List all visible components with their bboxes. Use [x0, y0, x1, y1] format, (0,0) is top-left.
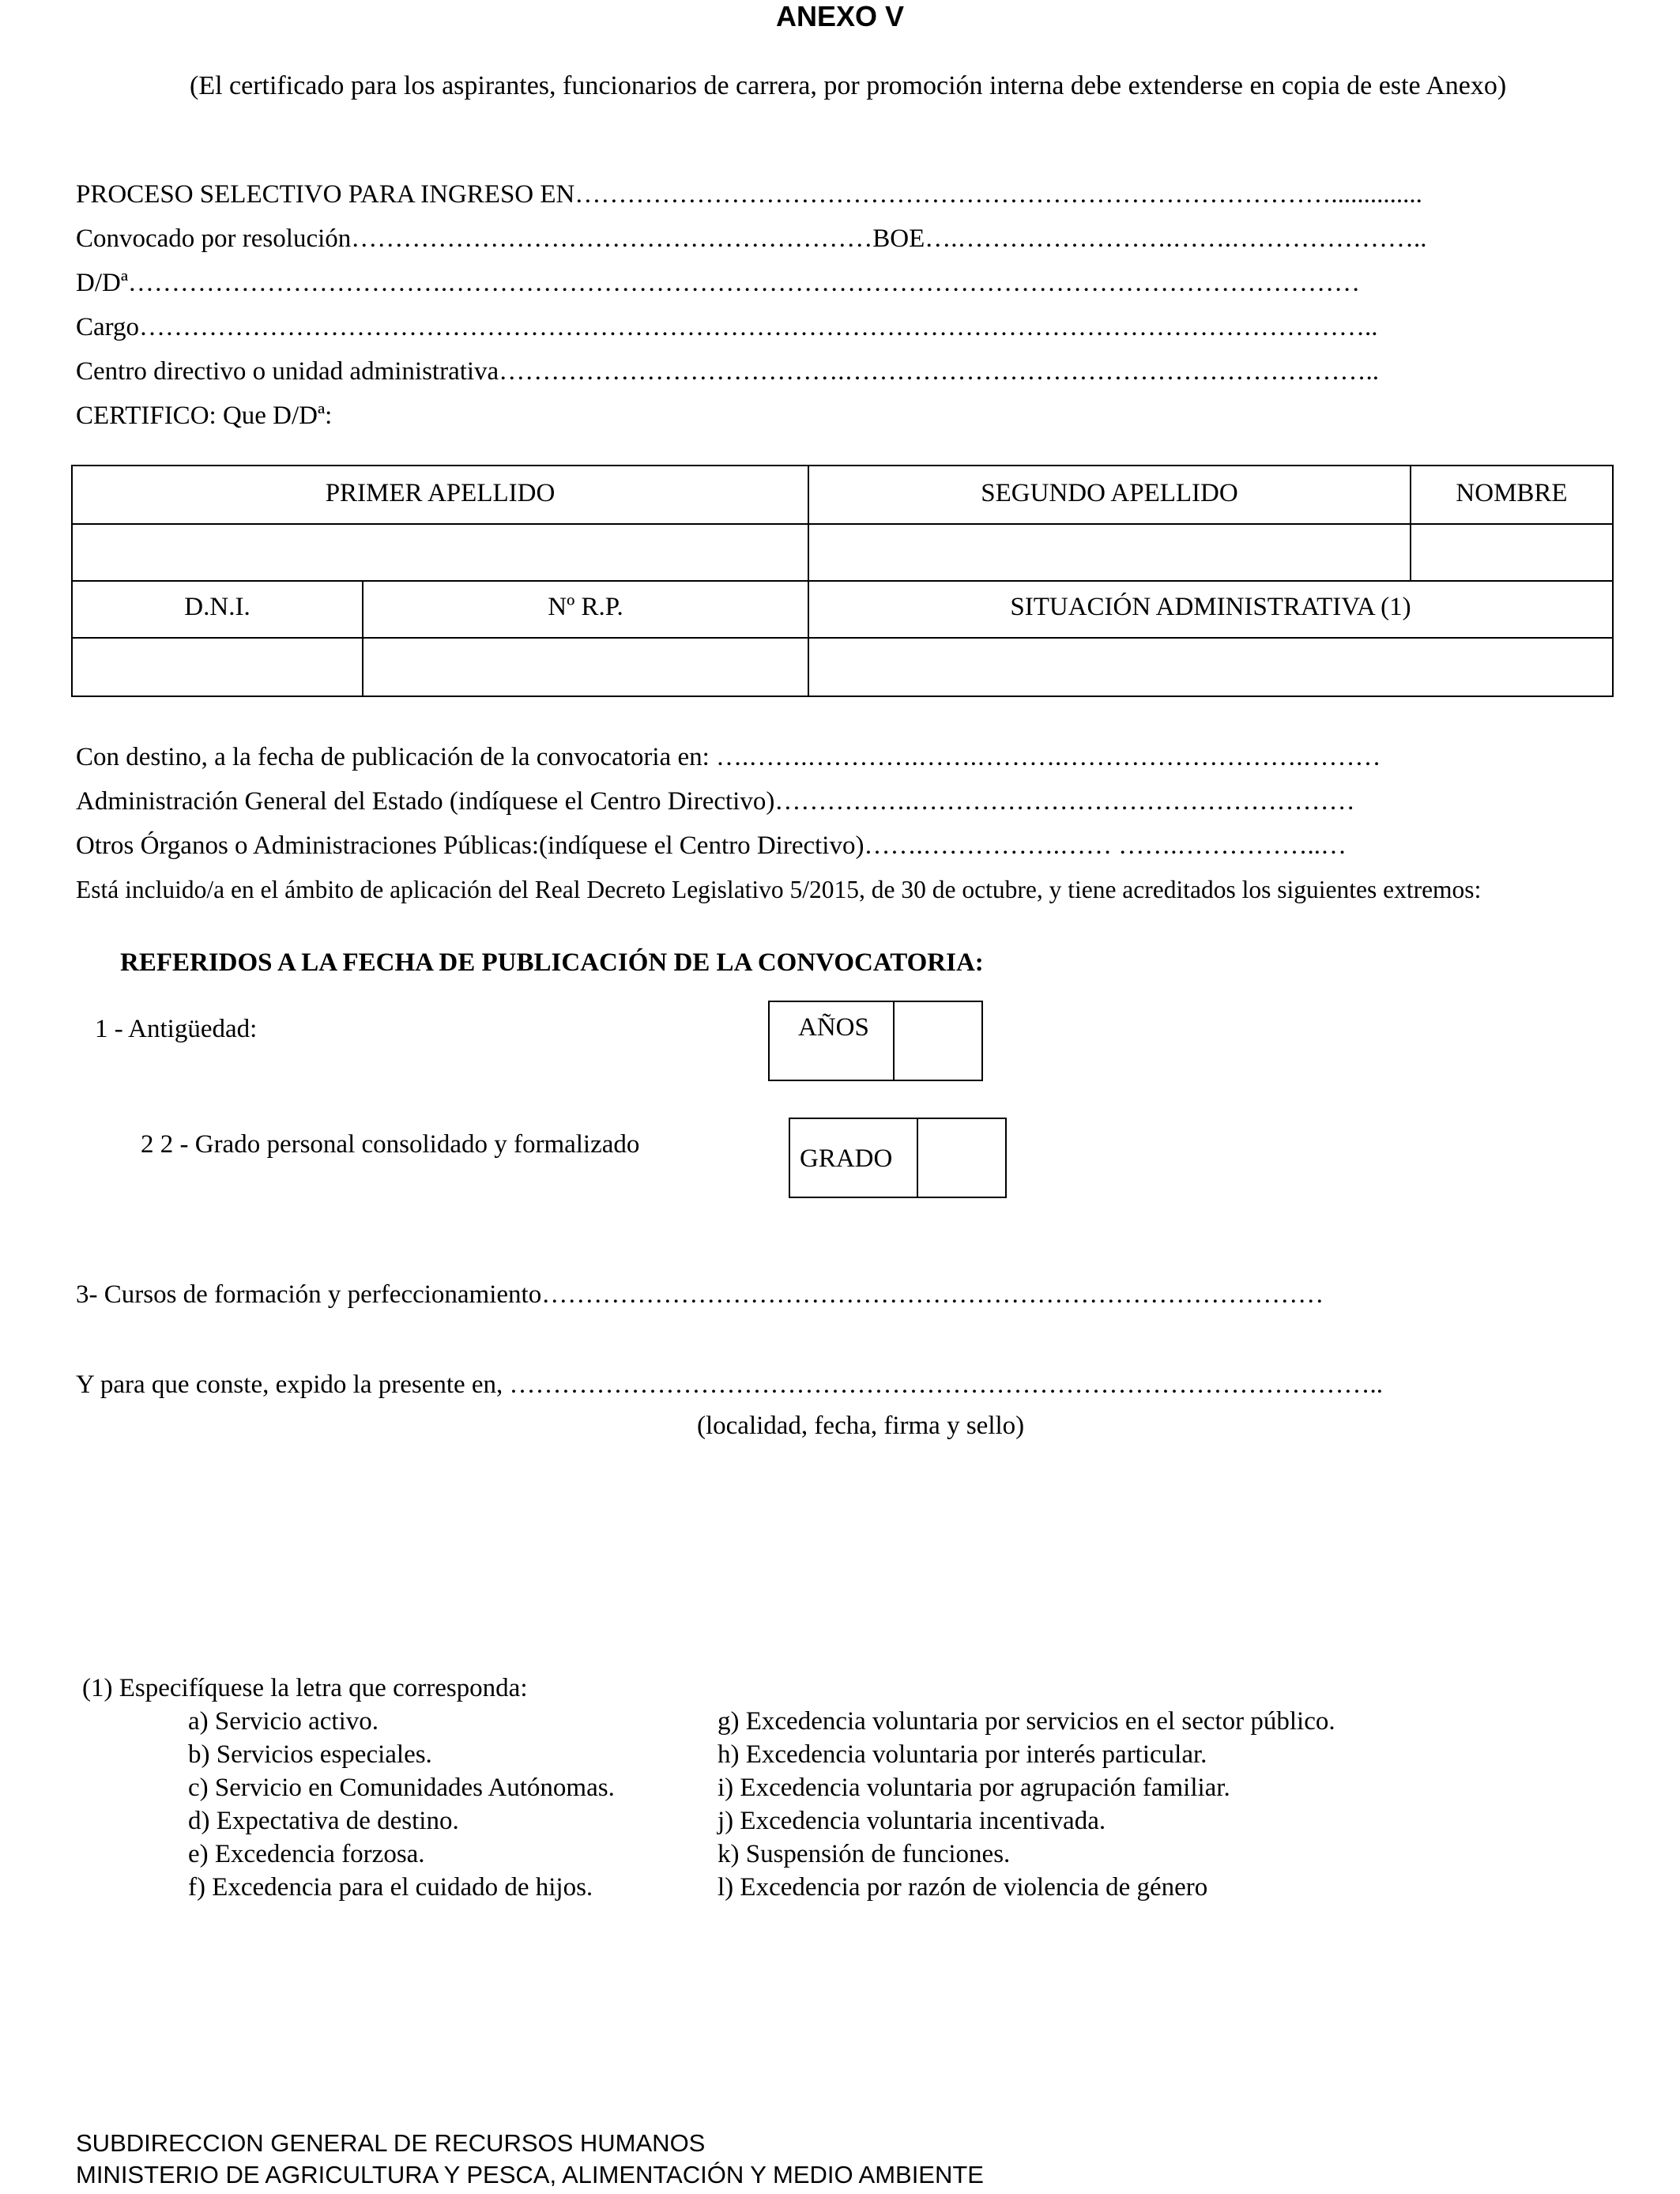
age-line: Administración General del Estado (indíquese el Centro Directivo)…………….…………………………………………… — [76, 787, 1355, 816]
page-title: ANEXO V — [775, 0, 905, 32]
form-line-centro: Centro directivo o unidad administrativa………………………………….…………………………………………………….. — [76, 357, 1379, 386]
footnote-item-i: i) Excedencia voluntaria por agrupación familiar. — [718, 1774, 1230, 1802]
referidos-heading: REFERIDOS A LA FECHA DE PUBLICACIÓN DE LA CONVOCATORIA: — [120, 948, 984, 977]
header-primer-apellido: PRIMER APELLIDO — [325, 479, 556, 507]
form-line-proceso: PROCESO SELECTIVO PARA INGRESO EN…………………………………………………………………………….............. — [76, 180, 1422, 209]
header-nombre: NOMBRE — [1456, 479, 1568, 507]
page-subtitle: (El certificado para los aspirantes, funcionarios de carrera, por promoción interna debe extenderse en copia de este Anexo) — [190, 71, 1507, 100]
form-line-certifico: CERTIFICO: Que D/Dª: — [76, 401, 333, 430]
otros-organos-line: Otros Órganos o Administraciones Públicas:(indíquese el Centro Directivo)…….…………….…… …….……………..… — [76, 831, 1347, 860]
footnote-item-k: k) Suspensión de funciones. — [718, 1840, 1011, 1868]
footnote-item-l: l) Excedencia por razón de violencia de género — [718, 1873, 1208, 1902]
footnote-title: (1) Especifíquese la letra que corresponda: — [82, 1674, 528, 1702]
footnote-item-b: b) Servicios especiales. — [188, 1740, 432, 1769]
expido-line: Y para que conste, expido la presente en, ……………………………………………………………………………………….. — [76, 1370, 1384, 1399]
header-segundo-apellido: SEGUNDO APELLIDO — [981, 479, 1238, 507]
form-line-dda: D/Dª……………………………….…………………………………………………………………………………………… — [76, 269, 1361, 297]
footnote-item-g: g) Excedencia voluntaria por servicios en el sector público. — [718, 1707, 1335, 1736]
footnote-item-f: f) Excedencia para el cuidado de hijos. — [188, 1873, 593, 1902]
grado-box — [789, 1118, 1007, 1198]
localidad-note: (localidad, fecha, firma y sello) — [697, 1412, 1025, 1440]
header-nrp: Nº R.P. — [548, 593, 623, 621]
header-situacion-administrativa: SITUACIÓN ADMINISTRATIVA (1) — [1010, 593, 1411, 621]
grado-box-label: GRADO — [800, 1144, 893, 1173]
grado-label: 2 2 - Grado personal consolidado y formalizado — [141, 1130, 640, 1159]
footnote-item-d: d) Expectativa de destino. — [188, 1807, 459, 1835]
footnote-item-e: e) Excedencia forzosa. — [188, 1840, 425, 1868]
anos-label: AÑOS — [798, 1013, 869, 1042]
footnote-item-h: h) Excedencia voluntaria por interés particular. — [718, 1740, 1207, 1769]
destino-line: Con destino, a la fecha de publicación de la convocatoria en: ….…….………….…….……….……………………….……… — [76, 743, 1381, 771]
footnote-item-a: a) Servicio activo. — [188, 1707, 379, 1736]
identity-table — [71, 465, 1614, 697]
form-line-convocado: Convocado por resolución……………………………………………………BOE….…………………….…….………………….. — [76, 224, 1427, 253]
antiguedad-label: 1 - Antigüedad: — [95, 1015, 258, 1043]
header-dni: D.N.I. — [184, 593, 250, 621]
ambito-line: Está incluido/a en el ámbito de aplicación del Real Decreto Legislativo 5/2015, de 30 de octubre, y tiene acreditados los siguientes extremos: — [76, 876, 1482, 903]
form-line-cargo: Cargo…………………………………………………………………………………………………………………………….. — [76, 313, 1378, 341]
footer-subdireccion: SUBDIRECCION GENERAL DE RECURSOS HUMANOS — [76, 2129, 706, 2157]
footnote-item-c: c) Servicio en Comunidades Autónomas. — [188, 1774, 615, 1802]
anos-box — [768, 1001, 983, 1081]
footer-ministerio: MINISTERIO DE AGRICULTURA Y PESCA, ALIMENTACIÓN Y MEDIO AMBIENTE — [76, 2161, 984, 2188]
footnote-item-j: j) Excedencia voluntaria incentivada. — [718, 1807, 1106, 1835]
cursos-line: 3- Cursos de formación y perfeccionamiento……………………………………………………………………………… — [76, 1280, 1324, 1309]
